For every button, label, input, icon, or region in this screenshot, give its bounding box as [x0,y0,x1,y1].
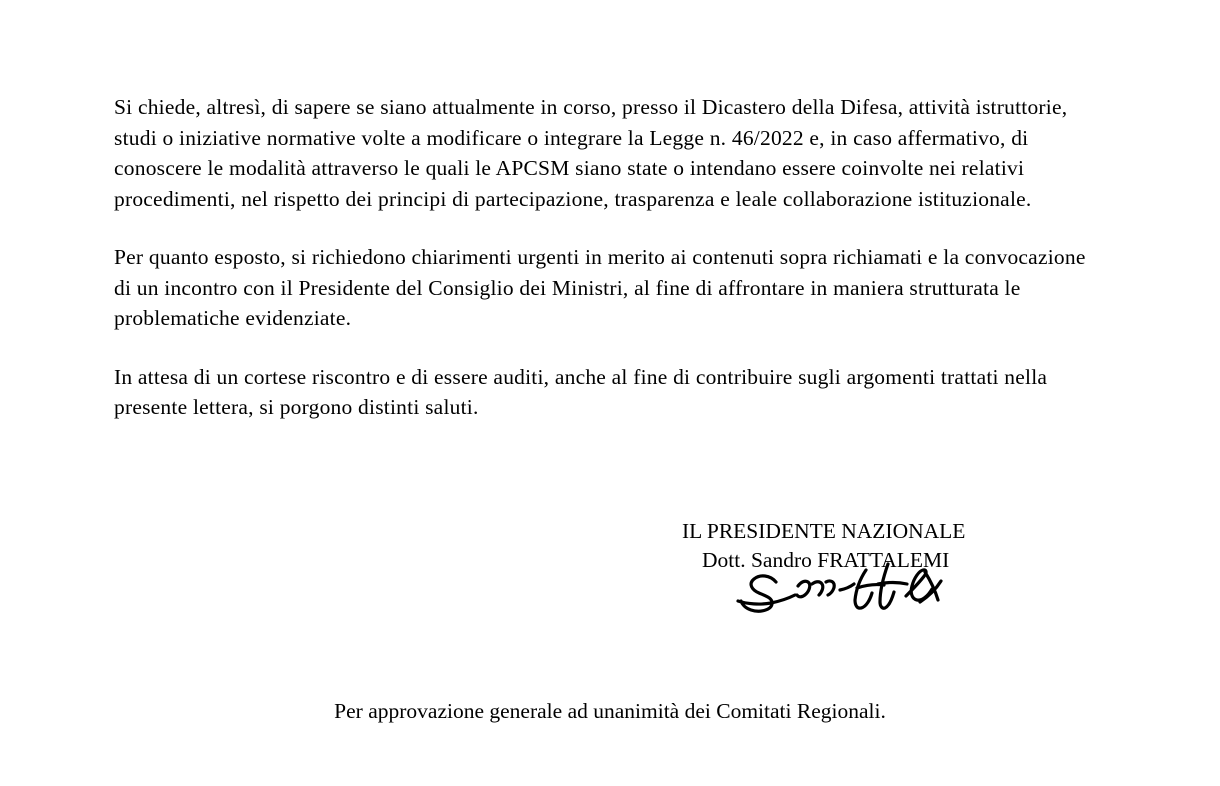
paragraph-1: Si chiede, altresì, di sapere se siano attualmente in corso, presso il Dicastero della Difesa, attività istruttorie, studi o iniziative normative volte a modificare o integrare la Legge n. 46/2022 e, in caso affermativo, di conoscere le modalità attraverso le quali le APCSM siano state o intendano essere coinvolte nei relativi procedimenti, nel rispetto dei principi di partecipazione, trasparenza e leale collaborazione istituzionale. [114,95,1068,211]
signatory-name: Dott. Sandro FRATTALEMI [702,548,950,572]
paragraph-3: In attesa di un cortese riscontro e di essere auditi, anche al fine di contribuire sugli argomenti trattati nella presente lettera, si porgono distinti saluti. [114,364,1048,419]
paragraph-2: Per quanto esposto, si richiedono chiarimenti urgenti in merito ai contenuti sopra richiamati e la convocazione di un incontro con il Presidente del Consiglio dei Ministri, al fine di affrontare in maniera strutturata le problematiche evidenziate. [114,245,1086,330]
signatory-role: IL PRESIDENTE NAZIONALE [682,519,966,543]
approval-note: Per approvazione generale ad unanimità dei Comitati Regionali. [334,699,886,723]
signature-block [560,518,1120,574]
letter-body [114,92,1090,423]
